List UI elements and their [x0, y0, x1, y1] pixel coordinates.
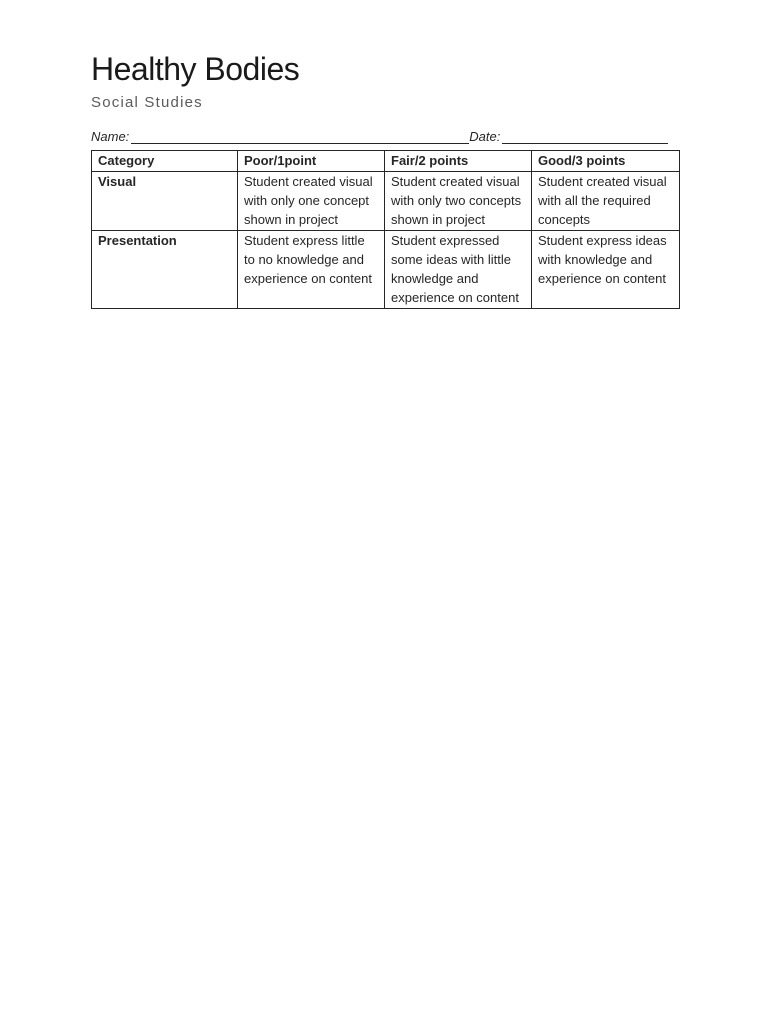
cell-good: Student created visual with all the required concepts — [532, 172, 680, 231]
name-date-line — [91, 126, 679, 144]
cell-poor: Student created visual with only one concept shown in project — [238, 172, 385, 231]
document-subtitle: Social Studies — [91, 94, 203, 111]
document-title: Healthy Bodies — [91, 51, 300, 87]
date-label: Date: — [469, 129, 501, 144]
header-poor: Poor/1point — [238, 151, 385, 172]
cell-fair: Student expressed some ideas with little knowledge and experience on content — [385, 231, 532, 309]
header-category: Category — [92, 151, 238, 172]
table-row — [92, 231, 680, 309]
name-label: Name: — [91, 129, 130, 144]
document-page — [91, 50, 679, 309]
rubric-header-row — [92, 151, 680, 172]
name-blank — [131, 129, 469, 144]
date-blank — [502, 129, 668, 144]
rubric-table — [91, 150, 680, 309]
header-good: Good/3 points — [532, 151, 680, 172]
row-category: Visual — [92, 172, 238, 231]
table-row — [92, 172, 680, 231]
cell-poor: Student express little to no knowledge and experience on content — [238, 231, 385, 309]
cell-good: Student express ideas with knowledge and experience on content — [532, 231, 680, 309]
row-category: Presentation — [92, 231, 238, 309]
cell-fair: Student created visual with only two concepts shown in project — [385, 172, 532, 231]
header-fair: Fair/2 points — [385, 151, 532, 172]
